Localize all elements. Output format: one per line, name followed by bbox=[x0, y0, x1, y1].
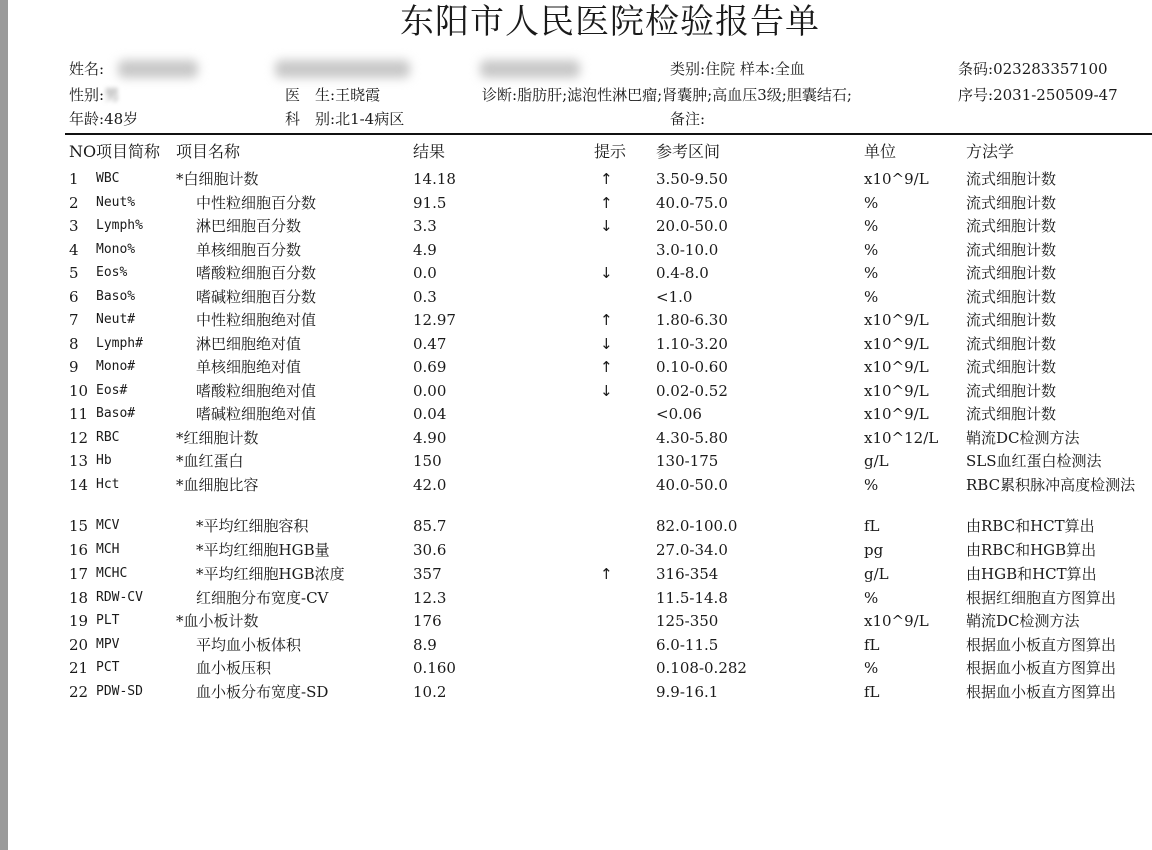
row-unit: % bbox=[864, 659, 879, 677]
row-code: Neut# bbox=[96, 312, 136, 327]
row-no: 16 bbox=[69, 541, 89, 559]
row-method: 根据血小板直方图算出 bbox=[966, 682, 1117, 701]
row-method: 流式细胞计数 bbox=[966, 217, 1057, 235]
category-label: 类别: bbox=[670, 60, 706, 78]
dept-value: 北1-4病区 bbox=[335, 110, 405, 128]
row-ref: 130-175 bbox=[656, 452, 719, 470]
row-ref: 316-354 bbox=[656, 565, 719, 583]
name-label: 姓名: bbox=[69, 60, 105, 78]
row-code: Baso# bbox=[96, 406, 136, 421]
col-header-name: 项目名称 bbox=[176, 142, 241, 161]
row-name: 淋巴细胞绝对值 bbox=[196, 334, 302, 353]
doctor-label: 医 生: bbox=[285, 86, 336, 104]
row-method: 流式细胞计数 bbox=[966, 287, 1057, 306]
row-name: 血小板压积 bbox=[196, 659, 272, 677]
row-flag: ↓ bbox=[600, 334, 613, 353]
row-ref: 1.80-6.30 bbox=[656, 311, 728, 329]
row-method: 根据血小板直方图算出 bbox=[966, 659, 1117, 677]
row-method: 根据红细胞直方图算出 bbox=[966, 588, 1117, 607]
row-unit: x10^9/L bbox=[864, 405, 929, 423]
row-ref: 27.0-34.0 bbox=[656, 541, 728, 559]
row-result: 91.5 bbox=[413, 193, 447, 212]
row-unit: % bbox=[864, 287, 879, 306]
row-result: 10.2 bbox=[413, 682, 447, 701]
row-result: 0.69 bbox=[413, 358, 447, 376]
row-result: 0.160 bbox=[413, 659, 456, 677]
row-method: 流式细胞计数 bbox=[966, 170, 1057, 188]
redacted-name bbox=[118, 60, 198, 78]
row-method: 流式细胞计数 bbox=[966, 240, 1057, 259]
row-no: 1 bbox=[69, 170, 79, 188]
left-edge-bar bbox=[0, 0, 8, 850]
row-result: 0.04 bbox=[413, 405, 447, 423]
row-unit: pg bbox=[864, 541, 884, 559]
row-flag: ↑ bbox=[600, 170, 613, 188]
row-name: *血细胞比容 bbox=[176, 475, 259, 494]
barcode-value: 023283357100 bbox=[993, 60, 1108, 78]
row-no: 22 bbox=[69, 682, 89, 701]
row-name: 中性粒细胞绝对值 bbox=[196, 311, 317, 329]
row-name: *血红蛋白 bbox=[176, 452, 244, 470]
remarks-label: 备注: bbox=[670, 110, 706, 128]
report-title: 东阳市人民医院检验报告单 bbox=[400, 2, 820, 42]
row-unit: fL bbox=[864, 635, 880, 654]
row-no: 9 bbox=[69, 358, 79, 376]
col-header-ref: 参考区间 bbox=[656, 142, 721, 161]
row-flag: ↑ bbox=[600, 358, 613, 376]
row-ref: 40.0-75.0 bbox=[656, 193, 728, 212]
category-info bbox=[670, 58, 805, 80]
row-unit: g/L bbox=[864, 565, 889, 583]
row-no: 10 bbox=[69, 381, 89, 400]
row-method: 由RBC和HGB算出 bbox=[966, 541, 1097, 559]
row-result: 8.9 bbox=[413, 635, 437, 654]
row-code: Mono% bbox=[96, 241, 136, 257]
row-name: 中性粒细胞百分数 bbox=[196, 193, 317, 212]
dept-label: 科 别: bbox=[285, 110, 336, 128]
row-ref: 125-350 bbox=[656, 612, 719, 630]
row-method: 鞘流DC检测方法 bbox=[966, 612, 1080, 630]
row-code: PCT bbox=[96, 660, 120, 675]
row-no: 13 bbox=[69, 452, 89, 470]
row-code: WBC bbox=[96, 171, 120, 186]
doctor-value: 王晓霞 bbox=[335, 86, 381, 104]
row-ref: 40.0-50.0 bbox=[656, 475, 728, 494]
row-unit: % bbox=[864, 193, 879, 212]
row-name: 嗜碱粒细胞百分数 bbox=[196, 287, 317, 306]
row-unit: % bbox=[864, 240, 879, 259]
row-no: 15 bbox=[69, 517, 89, 535]
redacted-field-2 bbox=[480, 60, 580, 78]
row-no: 7 bbox=[69, 311, 79, 329]
age-info bbox=[69, 108, 138, 130]
row-code: MCH bbox=[96, 542, 120, 557]
serial-label: 序号: bbox=[958, 86, 994, 104]
row-code: MPV bbox=[96, 636, 120, 652]
row-no: 21 bbox=[69, 659, 89, 677]
row-method: SLS血红蛋白检测法 bbox=[966, 452, 1102, 470]
row-ref: 9.9-16.1 bbox=[656, 682, 719, 701]
col-header-flag: 提示 bbox=[594, 142, 627, 161]
row-no: 17 bbox=[69, 565, 89, 583]
row-no: 14 bbox=[69, 475, 89, 494]
row-name: 平均血小板体积 bbox=[196, 635, 302, 654]
row-unit: fL bbox=[864, 517, 880, 535]
row-result: 4.9 bbox=[413, 240, 437, 259]
row-code: RBC bbox=[96, 429, 120, 445]
row-method: RBC累积脉冲高度检测法 bbox=[966, 475, 1136, 494]
redacted-field bbox=[275, 60, 410, 78]
row-ref: 6.0-11.5 bbox=[656, 635, 719, 654]
row-name: 淋巴细胞百分数 bbox=[196, 217, 302, 235]
row-no: 4 bbox=[69, 240, 79, 259]
row-name: 红细胞分布宽度-CV bbox=[196, 588, 329, 607]
row-no: 2 bbox=[69, 193, 79, 212]
doctor-info bbox=[285, 84, 380, 106]
row-result: 85.7 bbox=[413, 517, 447, 535]
row-method: 由HGB和HCT算出 bbox=[966, 565, 1097, 583]
row-no: 6 bbox=[69, 287, 79, 306]
col-header-code: 项目简称 bbox=[96, 142, 161, 161]
row-unit: % bbox=[864, 217, 879, 235]
row-code: Eos% bbox=[96, 265, 128, 280]
row-no: 11 bbox=[69, 405, 89, 423]
row-result: 14.18 bbox=[413, 170, 456, 188]
row-name: *平均红细胞HGB浓度 bbox=[196, 565, 345, 583]
row-result: 176 bbox=[413, 612, 442, 630]
row-flag: ↓ bbox=[600, 264, 613, 282]
row-result: 0.00 bbox=[413, 381, 447, 400]
row-code: Hct bbox=[96, 476, 120, 492]
row-name: *平均红细胞HGB量 bbox=[196, 541, 330, 559]
header-divider bbox=[65, 133, 1152, 135]
row-ref: 0.108-0.282 bbox=[656, 659, 747, 677]
row-result: 0.47 bbox=[413, 334, 447, 353]
row-code: MCHC bbox=[96, 566, 128, 581]
row-name: 单核细胞绝对值 bbox=[196, 358, 302, 376]
row-no: 3 bbox=[69, 217, 79, 235]
row-method: 流式细胞计数 bbox=[966, 405, 1057, 423]
diagnosis-info bbox=[482, 84, 852, 106]
specimen-label: 样本: bbox=[739, 60, 775, 78]
row-ref: <1.0 bbox=[656, 287, 693, 306]
row-name: 嗜酸粒细胞百分数 bbox=[196, 264, 317, 282]
col-header-result: 结果 bbox=[413, 142, 446, 161]
row-ref: <0.06 bbox=[656, 405, 702, 423]
row-no: 5 bbox=[69, 264, 79, 282]
row-result: 357 bbox=[413, 565, 442, 583]
row-ref: 0.10-0.60 bbox=[656, 358, 728, 376]
row-flag: ↑ bbox=[600, 565, 613, 583]
row-unit: x10^9/L bbox=[864, 381, 929, 400]
gender-label: 性别: bbox=[69, 86, 105, 104]
row-method: 流式细胞计数 bbox=[966, 358, 1057, 376]
row-unit: g/L bbox=[864, 452, 889, 470]
diagnosis-label: 诊断: bbox=[482, 86, 518, 104]
row-unit: x10^12/L bbox=[864, 428, 939, 447]
row-code: MCV bbox=[96, 518, 120, 533]
row-result: 30.6 bbox=[413, 541, 447, 559]
row-unit: x10^9/L bbox=[864, 311, 929, 329]
row-no: 12 bbox=[69, 428, 89, 447]
row-unit: % bbox=[864, 264, 879, 282]
row-code: Baso% bbox=[96, 288, 136, 304]
row-code: Mono# bbox=[96, 359, 136, 374]
row-unit: % bbox=[864, 588, 879, 607]
row-method: 流式细胞计数 bbox=[966, 311, 1057, 329]
row-unit: x10^9/L bbox=[864, 612, 929, 630]
dept-info bbox=[285, 108, 404, 130]
row-method: 流式细胞计数 bbox=[966, 334, 1057, 353]
gender-value: 男 bbox=[104, 86, 120, 104]
row-result: 12.3 bbox=[413, 588, 447, 607]
row-code: PDW-SD bbox=[96, 683, 143, 699]
row-flag: ↓ bbox=[600, 381, 613, 400]
row-ref: 0.02-0.52 bbox=[656, 381, 728, 400]
row-method: 根据血小板直方图算出 bbox=[966, 635, 1117, 654]
barcode-info bbox=[958, 58, 1108, 80]
serial-info bbox=[958, 84, 1118, 106]
row-code: Lymph% bbox=[96, 218, 143, 233]
remarks-info bbox=[670, 108, 705, 130]
row-code: PLT bbox=[96, 613, 120, 628]
row-code: Lymph# bbox=[96, 335, 143, 351]
row-code: Hb bbox=[96, 453, 112, 468]
row-name: *红细胞计数 bbox=[176, 428, 259, 447]
row-code: Neut% bbox=[96, 194, 136, 210]
row-name: 单核细胞百分数 bbox=[196, 240, 302, 259]
row-ref: 20.0-50.0 bbox=[656, 217, 728, 235]
row-name: *血小板计数 bbox=[176, 612, 259, 630]
row-result: 42.0 bbox=[413, 475, 447, 494]
row-flag: ↑ bbox=[600, 311, 613, 329]
row-unit: x10^9/L bbox=[864, 170, 929, 188]
row-ref: 11.5-14.8 bbox=[656, 588, 728, 607]
row-name: *白细胞计数 bbox=[176, 170, 259, 188]
row-method: 流式细胞计数 bbox=[966, 193, 1057, 212]
category-value: 住院 bbox=[705, 60, 736, 78]
row-flag: ↑ bbox=[600, 193, 613, 212]
serial-value: 2031-250509-47 bbox=[993, 86, 1118, 104]
row-method: 由RBC和HCT算出 bbox=[966, 517, 1095, 535]
row-method: 流式细胞计数 bbox=[966, 264, 1057, 282]
row-method: 流式细胞计数 bbox=[966, 381, 1057, 400]
row-name: *平均红细胞容积 bbox=[196, 517, 309, 535]
col-header-no: NO bbox=[69, 142, 97, 161]
row-method: 鞘流DC检测方法 bbox=[966, 428, 1080, 447]
row-code: Eos# bbox=[96, 382, 128, 398]
row-name: 嗜酸粒细胞绝对值 bbox=[196, 381, 317, 400]
row-no: 8 bbox=[69, 334, 79, 353]
row-ref: 4.30-5.80 bbox=[656, 428, 728, 447]
diagnosis-value: 脂肪肝;滤泡性淋巴瘤;肾囊肿;高血压3级;胆囊结石; bbox=[517, 86, 852, 104]
row-ref: 0.4-8.0 bbox=[656, 264, 709, 282]
age-value: 48岁 bbox=[104, 110, 139, 128]
row-flag: ↓ bbox=[600, 217, 613, 235]
row-no: 19 bbox=[69, 612, 89, 630]
row-no: 20 bbox=[69, 635, 89, 654]
row-result: 4.90 bbox=[413, 428, 447, 447]
row-ref: 82.0-100.0 bbox=[656, 517, 738, 535]
row-result: 12.97 bbox=[413, 311, 456, 329]
col-header-method: 方法学 bbox=[966, 142, 1015, 161]
row-no: 18 bbox=[69, 588, 89, 607]
row-unit: x10^9/L bbox=[864, 358, 929, 376]
row-result: 0.0 bbox=[413, 264, 437, 282]
barcode-label: 条码: bbox=[958, 60, 994, 78]
row-result: 0.3 bbox=[413, 287, 437, 306]
row-code: RDW-CV bbox=[96, 589, 143, 605]
row-ref: 3.0-10.0 bbox=[656, 240, 719, 259]
row-result: 150 bbox=[413, 452, 442, 470]
gender-info bbox=[69, 84, 119, 106]
row-unit: fL bbox=[864, 682, 880, 701]
row-unit: x10^9/L bbox=[864, 334, 929, 353]
specimen-value: 全血 bbox=[774, 60, 805, 78]
age-label: 年龄: bbox=[69, 110, 105, 128]
row-name: 嗜碱粒细胞绝对值 bbox=[196, 405, 317, 423]
row-name: 血小板分布宽度-SD bbox=[196, 682, 329, 701]
row-unit: % bbox=[864, 475, 879, 494]
row-result: 3.3 bbox=[413, 217, 437, 235]
col-header-unit: 单位 bbox=[864, 142, 897, 161]
row-ref: 1.10-3.20 bbox=[656, 334, 728, 353]
row-ref: 3.50-9.50 bbox=[656, 170, 728, 188]
